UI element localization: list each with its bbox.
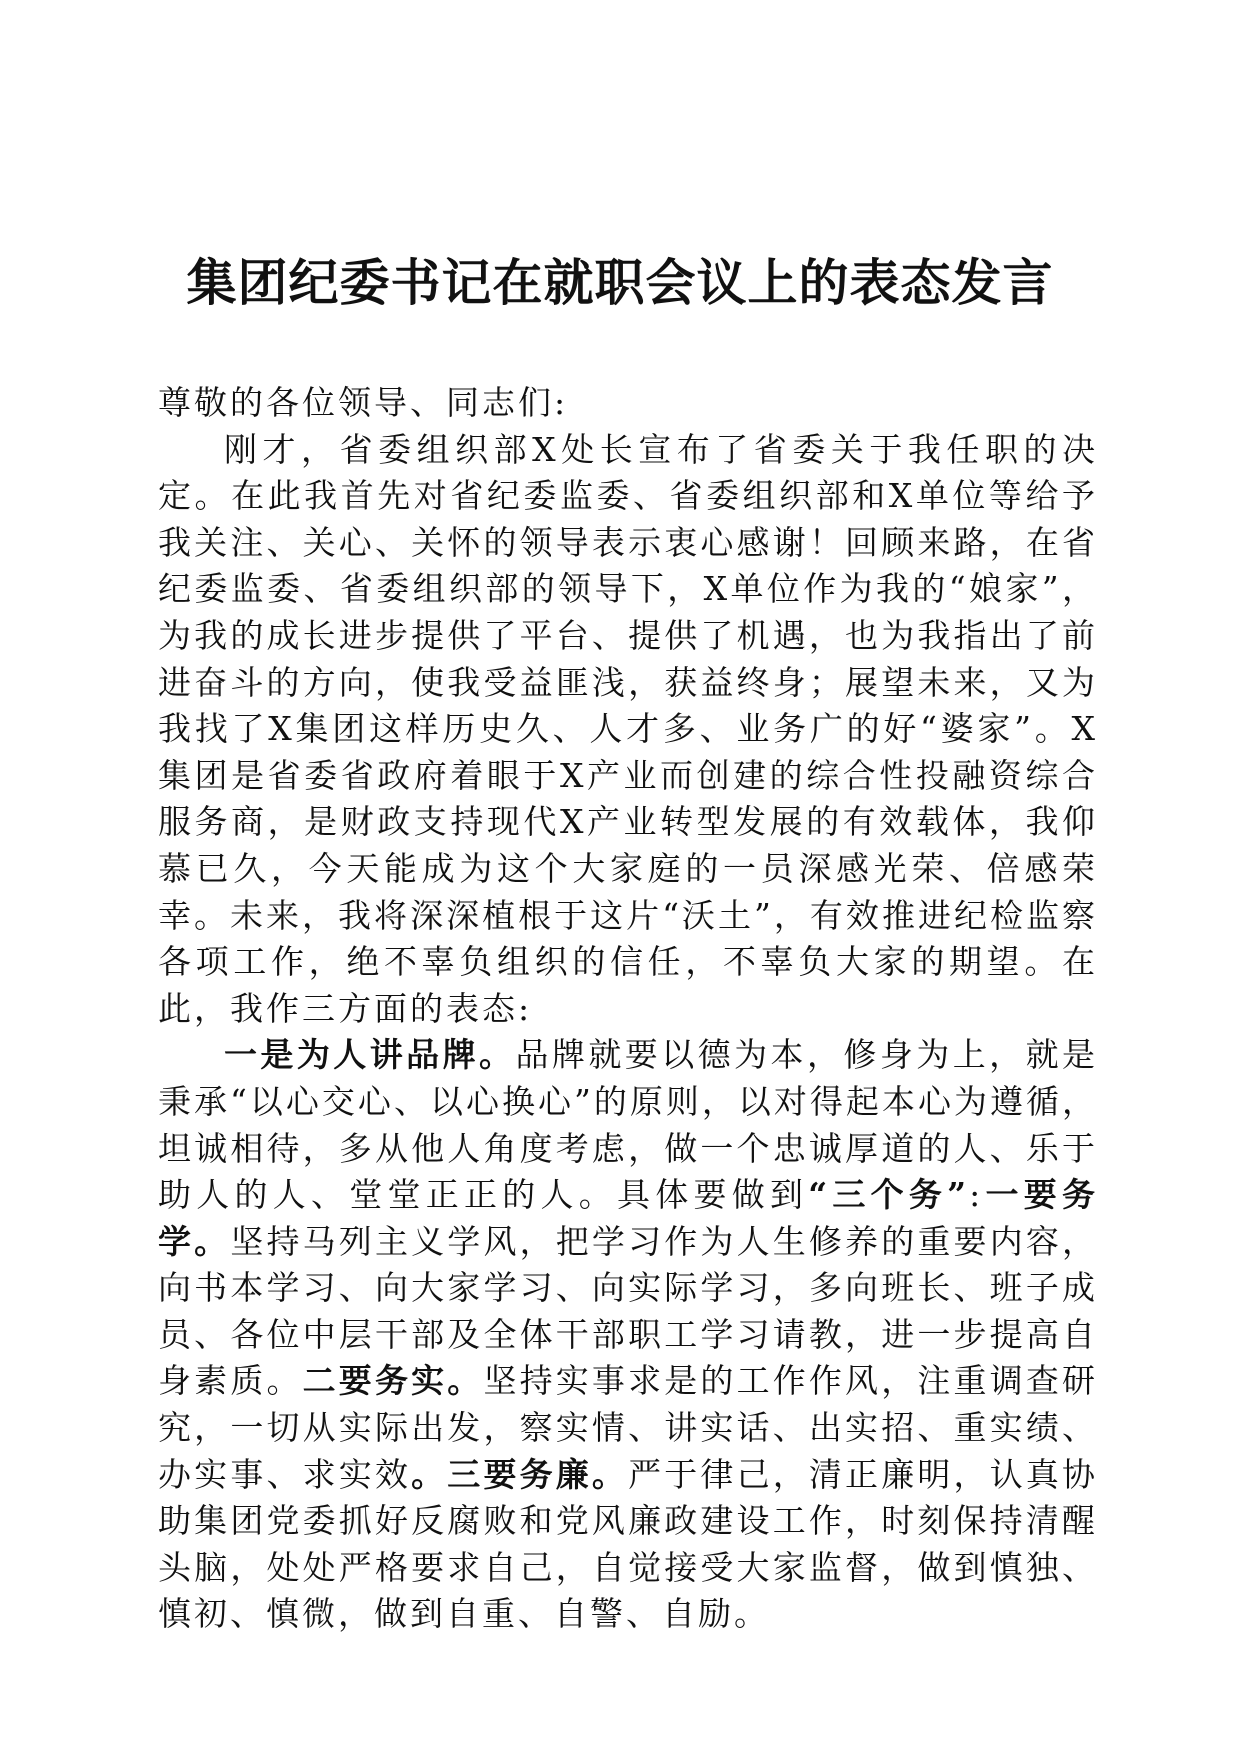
duty-integrity-text: 严于律己，清正廉明，认真协助集团党委抓好反腐败和党风廉政建设工作，时刻保持清醒头脑，处处严格要求自己，自觉接受大家监督，做到慎独、慎初、慎微，做到自重、自警、自励。 bbox=[158, 1454, 1099, 1634]
duty-practical-text: 坚持实事求是的工作作风，注重调查研究，一切从实际出发，察实情、讲实话、出实招、重实绩、办实事、求实效 bbox=[158, 1361, 1099, 1494]
document-title: 集团纪委书记在就职会议上的表态发言 bbox=[186, 253, 1054, 312]
duty-integrity-heading: 。三要务廉。 bbox=[411, 1454, 629, 1494]
paragraph-point-one bbox=[158, 1032, 1098, 1638]
three-duties-label: “三个务” bbox=[808, 1175, 970, 1215]
salutation: 尊敬的各位领导、同志们: bbox=[158, 383, 569, 422]
point-one-heading: 一是为人讲品牌。 bbox=[224, 1035, 516, 1075]
point-one-text-1: 品牌就要以德为本，修身为上，就是秉承“以心交心、以心换心”的原则，以对得起本心为遵循，坦诚相待，多从他人角度考虑，做一个忠诚厚道的人、乐于助人的人、堂堂正正的人。具体要做到 bbox=[158, 1035, 1099, 1215]
duty-study-text: 坚持马列主义学风，把学习作为人生修养的重要内容，向书本学习、向大家学习、向实际学习，多向班长、班子成员、各位中层干部及全体干部职工学习请教，进一步提高自身素质。 bbox=[158, 1221, 1099, 1401]
colon-separator: : bbox=[969, 1175, 984, 1215]
duty-practical-heading: 二要务实。 bbox=[302, 1361, 484, 1401]
duty-study-heading: 一要务学。 bbox=[158, 1175, 1099, 1261]
paragraph-intro: 刚才，省委组织部X处长宣布了省委关于我任职的决定。在此我首先对省纪委监委、省委组织部和X单位等给予我关注、关心、关怀的领导表示衷心感谢！回顾来路，在省纪委监委、省委组织部的领导下，X单位作为我的“娘家”，为我的成长进步提供了平台、提供了机遇，也为我指出了前进奋斗的方向，使我受益匪浅，获益终身；展望未来，又为我找了X集团这样历史久、人才多、业务广的好“婆家”。X集团是省委省政府着眼于X产业而创建的综合性投融资综合服务商，是财政支持现代X产业转型发展的有效载体，我仰慕已久，今天能成为这个大家庭的一员深感光荣、倍感荣幸。未来，我将深深植根于这片“沃土”，有效推进纪检监察各项工作，绝不辜负组织的信任，不辜负大家的期望。在此，我作三方面的表态: bbox=[158, 429, 1098, 1028]
document-body bbox=[158, 380, 1098, 1638]
